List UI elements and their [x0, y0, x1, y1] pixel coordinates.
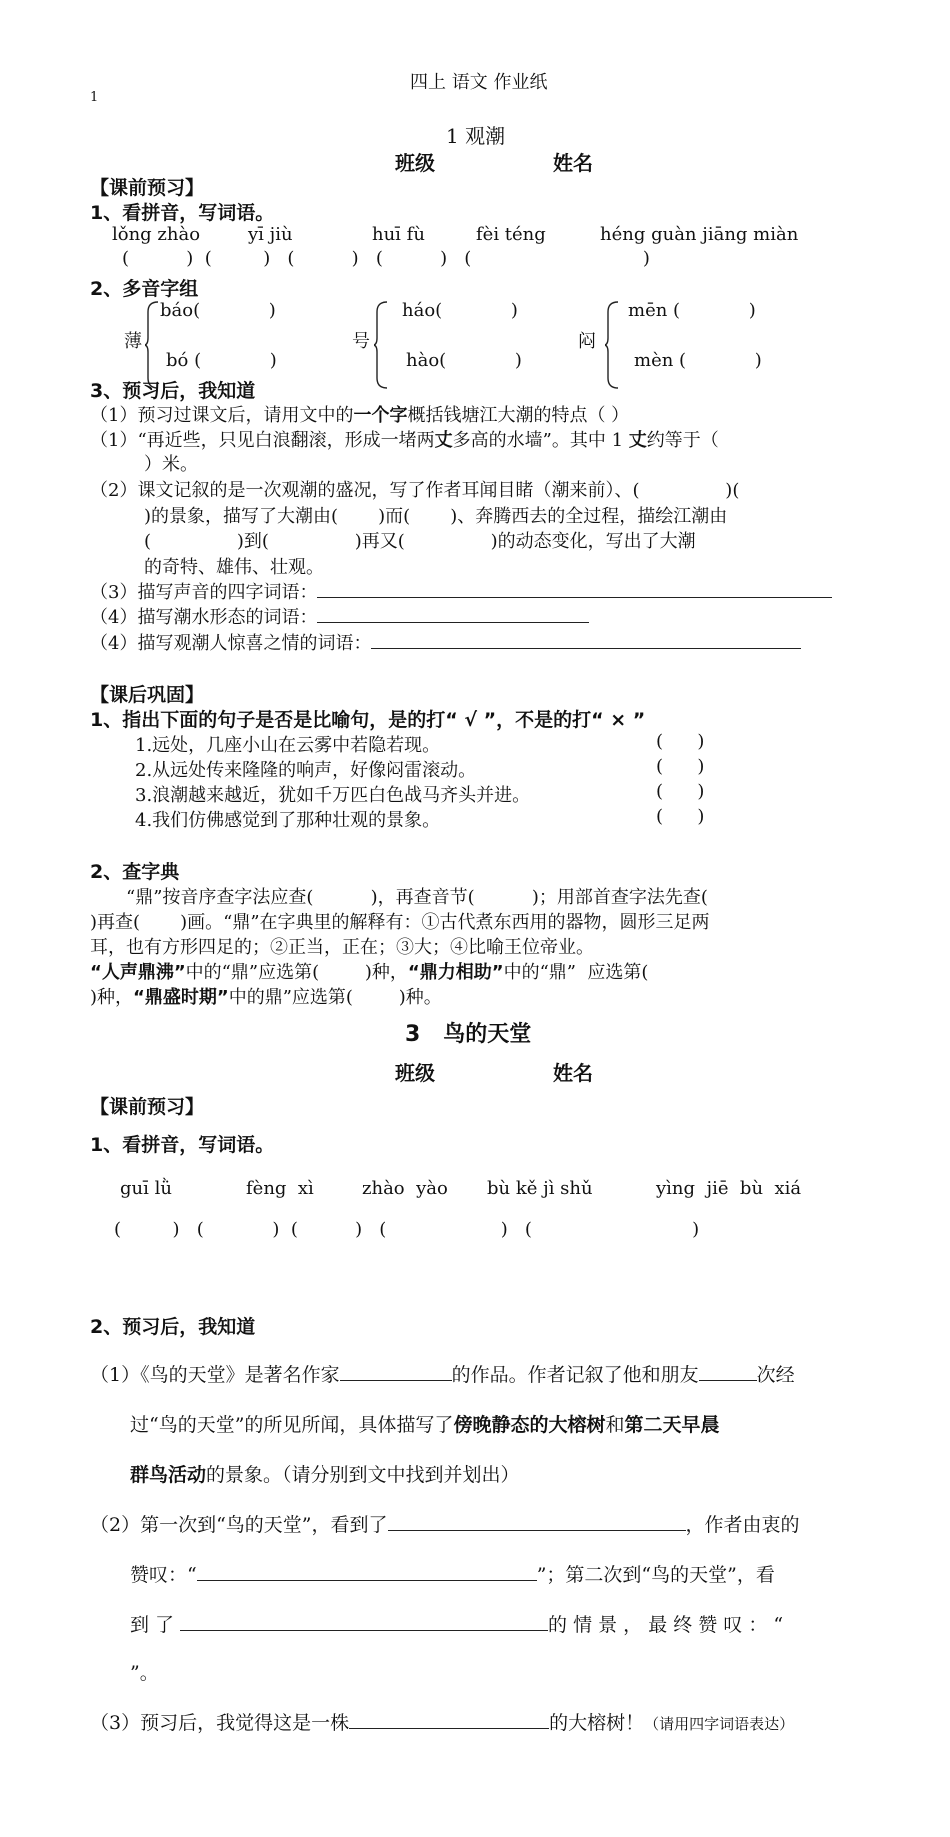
poly-2-bot[interactable]: hào( ) — [406, 350, 522, 371]
p1-answer-3[interactable]: ( ) — [656, 781, 705, 802]
text: 中的鼎”应选第( )种。 — [228, 987, 442, 1008]
l3-item1-line2 — [130, 1410, 719, 1437]
answer-line[interactable] — [371, 630, 801, 649]
l3-item2-line3 — [130, 1610, 783, 1637]
answer-line[interactable] — [349, 1710, 549, 1729]
p1-title: 1、指出下面的句子是否是比喻句，是的打“ √ ”，不是的打“ × ” — [90, 709, 646, 731]
q2-title: 2、多音字组 — [90, 278, 199, 300]
text: 的作品。作者记叙了他和朋友 — [451, 1364, 699, 1386]
page-number: 1 — [90, 90, 99, 105]
answer-line[interactable] — [317, 604, 589, 623]
text: 赞叹：“ — [130, 1564, 197, 1586]
page-header-title: 四上 语文 作业纸 — [410, 72, 548, 93]
p2-title: 2、查字典 — [90, 861, 180, 883]
q3-item-1 — [90, 401, 629, 427]
l3-answer-parens-row[interactable]: ( ) ( ) ( ) ( ) ( ) — [114, 1219, 700, 1240]
text: （4）描写潮水形态的词语： — [90, 607, 318, 628]
text: 多高的水墙”。其中 1 — [452, 430, 629, 451]
l3-pinyin-2: fèng xì — [246, 1178, 314, 1199]
poly-3-top[interactable]: mēn ( ) — [628, 300, 756, 321]
poly-char-3: 闷 — [578, 331, 596, 352]
l3-q1-title: 1、看拼音，写词语。 — [90, 1134, 275, 1156]
pre-study-heading: 【课前预习】 — [90, 1096, 205, 1118]
emphasis: 丈 — [434, 430, 453, 451]
text: 的 情 景 ， 最 终 赞 叹 ： “ — [548, 1614, 784, 1636]
p1-answer-2[interactable]: ( ) — [656, 756, 705, 777]
p1-item-4: 4.我们仿佛感觉到了那种壮观的景象。 — [135, 810, 441, 831]
l3-pinyin-3: zhào yào — [362, 1178, 448, 1199]
lesson3-title: 3 鸟的天堂 — [405, 1022, 532, 1047]
text: 约等于（ — [646, 430, 719, 451]
answer-line[interactable] — [197, 1562, 537, 1581]
lesson1-title: 1 观潮 — [446, 124, 506, 148]
brace-icon — [374, 300, 388, 390]
emphasis: 一个字 — [353, 405, 408, 426]
p1-answer-4[interactable]: ( ) — [656, 806, 705, 827]
text: （1）《鸟的天堂》是著名作家 — [90, 1364, 340, 1386]
emphasis: 群鸟活动 — [130, 1464, 207, 1486]
poly-2-top[interactable]: háo( ) — [402, 300, 518, 321]
q3-4b — [90, 629, 801, 655]
p2-line4 — [90, 958, 648, 984]
q3-item-2-cont: ）米。 — [144, 454, 198, 475]
emphasis: 第二天早晨 — [624, 1414, 720, 1436]
class-label: 班级 — [395, 151, 435, 175]
poly-1-bot[interactable]: bó ( ) — [166, 350, 277, 371]
p2-line1: “鼎”按音序查字法应查( )，再查音节( )；用部首查字法先查( — [126, 887, 708, 908]
text: （1）“再近些，只见白浪翻滚，形成一堵两 — [90, 430, 435, 451]
pinyin-3: huī fù — [372, 224, 425, 245]
emphasis: “鼎力相助” — [407, 962, 504, 983]
text: ，作者由衷的 — [685, 1514, 800, 1536]
pre-study-heading: 【课前预习】 — [90, 177, 205, 199]
text: )种， — [90, 987, 134, 1008]
text: （1）预习过课文后，请用文中的 — [90, 405, 354, 426]
text: 到 了 — [130, 1614, 175, 1636]
brace-icon — [605, 300, 619, 390]
answer-line[interactable] — [699, 1362, 757, 1381]
poly-3-bot[interactable]: mèn ( ) — [634, 350, 762, 371]
text: 过“鸟的天堂”的所见所闻，具体描写了 — [130, 1414, 454, 1436]
q1-title: 1、看拼音，写词语。 — [90, 202, 275, 224]
q3-3 — [90, 578, 832, 604]
q3-2-line2: )的景象，描写了大潮由( )而( )、奔腾西去的全过程，描绘江潮由 — [144, 506, 728, 527]
text: 的大榕树！ — [549, 1712, 645, 1734]
emphasis: 丈 — [628, 430, 647, 451]
text: （3）描写声音的四字词语： — [90, 582, 318, 603]
poly-1-top[interactable]: báo( ) — [160, 300, 276, 321]
text: ”；第二次到“鸟的天堂”，看 — [536, 1564, 775, 1586]
pinyin-2: yī jiù — [248, 224, 293, 245]
l3-q2-title: 2、预习后，我知道 — [90, 1316, 256, 1338]
class-label: 班级 — [395, 1061, 435, 1085]
p1-answer-1[interactable]: ( ) — [656, 731, 705, 752]
text: （4）描写观潮人惊喜之情的词语： — [90, 633, 372, 654]
text: （2）第一次到“鸟的天堂”，看到了 — [90, 1514, 388, 1536]
answer-line[interactable] — [317, 579, 832, 598]
text: 次经 — [756, 1364, 795, 1386]
l3-item2-line4: ”。 — [130, 1662, 159, 1684]
l3-pinyin-5: yìng jiē bù xiá — [656, 1178, 802, 1199]
text: 概括钱塘江大潮的特点（ ） — [407, 405, 630, 426]
emphasis: 傍晚静态的大榕树 — [453, 1414, 606, 1436]
p1-item-3: 3.浪潮越来越近，犹如千万匹白色战马齐头并进。 — [135, 785, 531, 806]
q3-2-line3: ( )到( )再又( )的动态变化，写出了大潮 — [144, 531, 696, 552]
l3-item1-line1 — [90, 1360, 795, 1387]
post-study-heading: 【课后巩固】 — [90, 684, 205, 706]
q3-2-line1: （2）课文记叙的是一次观潮的盛况，写了作者耳闻目睹（潮来前）、( )( — [90, 480, 740, 501]
l3-pinyin-1: guī lǜ — [120, 1178, 172, 1199]
q3-4a — [90, 603, 589, 629]
text: 中的“鼎”应选第( )种， — [185, 962, 408, 983]
text: 中的“鼎” 应选第( — [503, 962, 649, 983]
l3-item2-line1 — [90, 1510, 800, 1537]
p1-item-1: 1.远处，几座小山在云雾中若隐若现。 — [135, 735, 441, 756]
q3-2-line4: 的奇特、雄伟、壮观。 — [144, 557, 324, 578]
answer-line[interactable] — [340, 1362, 452, 1381]
name-label: 姓名 — [553, 151, 593, 175]
p2-line3: 耳，也有方形四足的；②正当，正在；③大；④比喻王位帝业。 — [90, 937, 594, 958]
pinyin-4: fèi téng — [476, 224, 546, 245]
p2-line2: )再查( )画。“鼎”在字典里的解释有：①古代煮东西用的器物，圆形三足两 — [90, 912, 710, 933]
text: （3）预习后，我觉得这是一株 — [90, 1712, 350, 1734]
answer-line[interactable] — [180, 1612, 548, 1631]
q3-item-2 — [90, 426, 719, 452]
poly-char-2: 号 — [352, 331, 370, 352]
answer-parens-row[interactable]: ( ) ( ) ( ) ( ) ( ) — [122, 248, 650, 269]
l3-item1-line3 — [130, 1460, 520, 1487]
pinyin-5: héng guàn jiāng miàn — [600, 224, 799, 245]
text: 的景象。（请分别到文中找到并划出） — [206, 1464, 520, 1486]
name-label: 姓名 — [553, 1061, 593, 1085]
p2-line5 — [90, 983, 442, 1009]
poly-char-1: 薄 — [124, 331, 142, 352]
text: 和 — [605, 1414, 625, 1436]
hint-text: （请用四字词语表达） — [644, 1715, 795, 1733]
q3-title: 3、预习后，我知道 — [90, 380, 256, 402]
emphasis: “人声鼎沸” — [90, 962, 186, 983]
l3-item3 — [90, 1708, 794, 1735]
pinyin-1: lǒng zhào — [112, 224, 201, 245]
answer-line[interactable] — [388, 1512, 686, 1531]
l3-pinyin-4: bù kě jì shǔ — [487, 1178, 593, 1199]
emphasis: “鼎盛时期” — [133, 987, 229, 1008]
l3-item2-line2 — [130, 1560, 775, 1587]
p1-item-2: 2.从远处传来隆隆的响声，好像闷雷滚动。 — [135, 760, 477, 781]
